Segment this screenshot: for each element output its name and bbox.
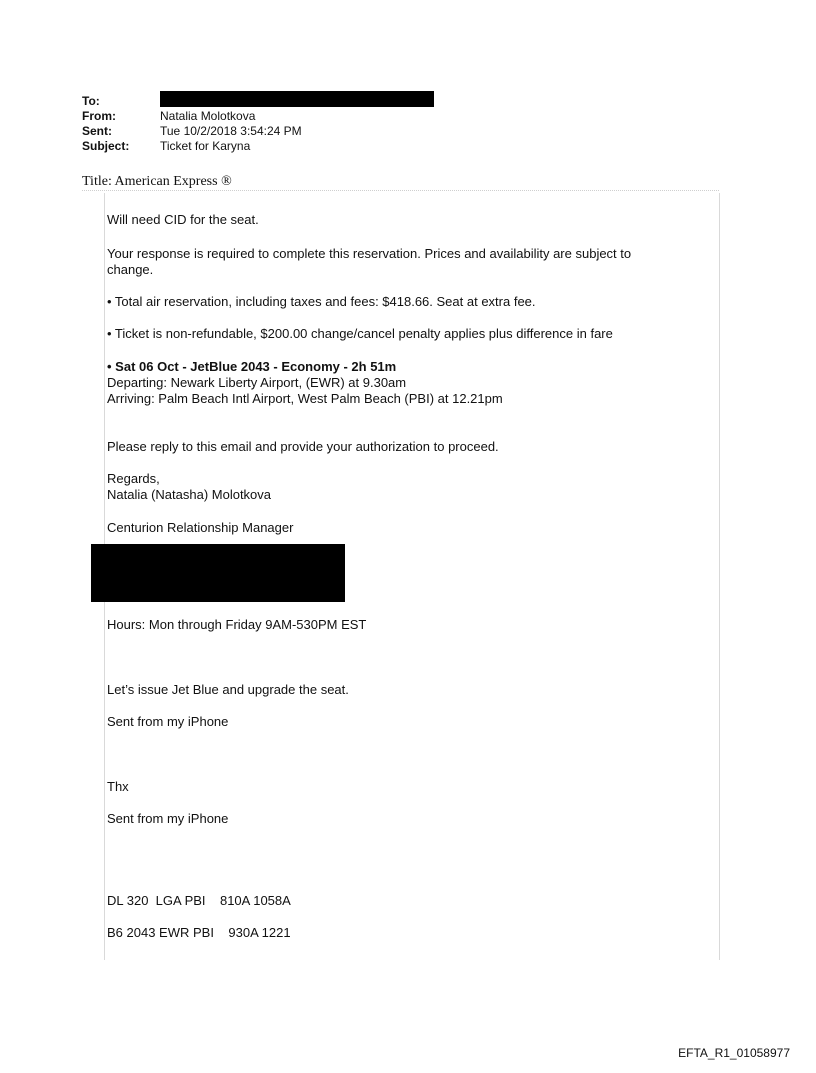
total-bullet: • Total air reservation, including taxes and fees: $418.66. Seat at extra fee. (107, 294, 536, 309)
thx-line: Thx (107, 779, 129, 794)
sent-from-iphone-2: Sent from my iPhone (107, 811, 229, 826)
signature-title: Centurion Relationship Manager (107, 520, 294, 535)
issue-line: Let’s issue Jet Blue and upgrade the seat. (107, 682, 349, 697)
sent-row (82, 124, 302, 139)
signature-redaction-block (91, 544, 345, 602)
sent-from-iphone-1: Sent from my iPhone (107, 714, 229, 729)
to-redaction-bar (160, 91, 434, 107)
ticket-bullet: • Ticket is non-refundable, $200.00 change/cancel penalty applies plus difference in fare (107, 326, 613, 341)
from-value: Natalia Molotkova (160, 109, 256, 123)
sent-value: Tue 10/2/2018 3:54:24 PM (160, 124, 302, 138)
regards-line: Regards, (107, 471, 160, 486)
flight-title: • Sat 06 Oct - JetBlue 2043 - Economy - 2h 51m (107, 359, 397, 374)
subject-value: Ticket for Karyna (160, 139, 251, 153)
arriving-line: Arriving: Palm Beach Intl Airport, West Palm Beach (PBI) at 12.21pm (107, 391, 503, 406)
response-line-2: change. (107, 262, 154, 277)
sent-label: Sent: (82, 124, 112, 138)
title-divider (82, 190, 719, 191)
signature-name: Natalia (Natasha) Molotkova (107, 487, 272, 502)
from-label: From: (82, 109, 116, 123)
departing-line: Departing: Newark Liberty Airport, (EWR) at 9.30am (107, 375, 407, 390)
title-line: Title: American Express ® (82, 174, 232, 189)
reply-line: Please reply to this email and provide your authorization to proceed. (107, 439, 499, 454)
subject-label: Subject: (82, 139, 130, 153)
cid-line: Will need CID for the seat. (107, 212, 259, 227)
hours-line: Hours: Mon through Friday 9AM-530PM EST (107, 617, 367, 632)
response-line-1: Your response is required to complete this reservation. Prices and availability are subject to (107, 246, 632, 261)
flight-dl-line: DL 320 LGA PBI 810A 1058A (107, 893, 291, 908)
flight-b6-line: B6 2043 EWR PBI 930A 1221 (107, 925, 291, 940)
to-label: To: (82, 94, 100, 108)
from-row (82, 109, 302, 124)
document-id-footer: EFTA_R1_01058977 (678, 1046, 790, 1060)
subject-row (82, 139, 302, 154)
